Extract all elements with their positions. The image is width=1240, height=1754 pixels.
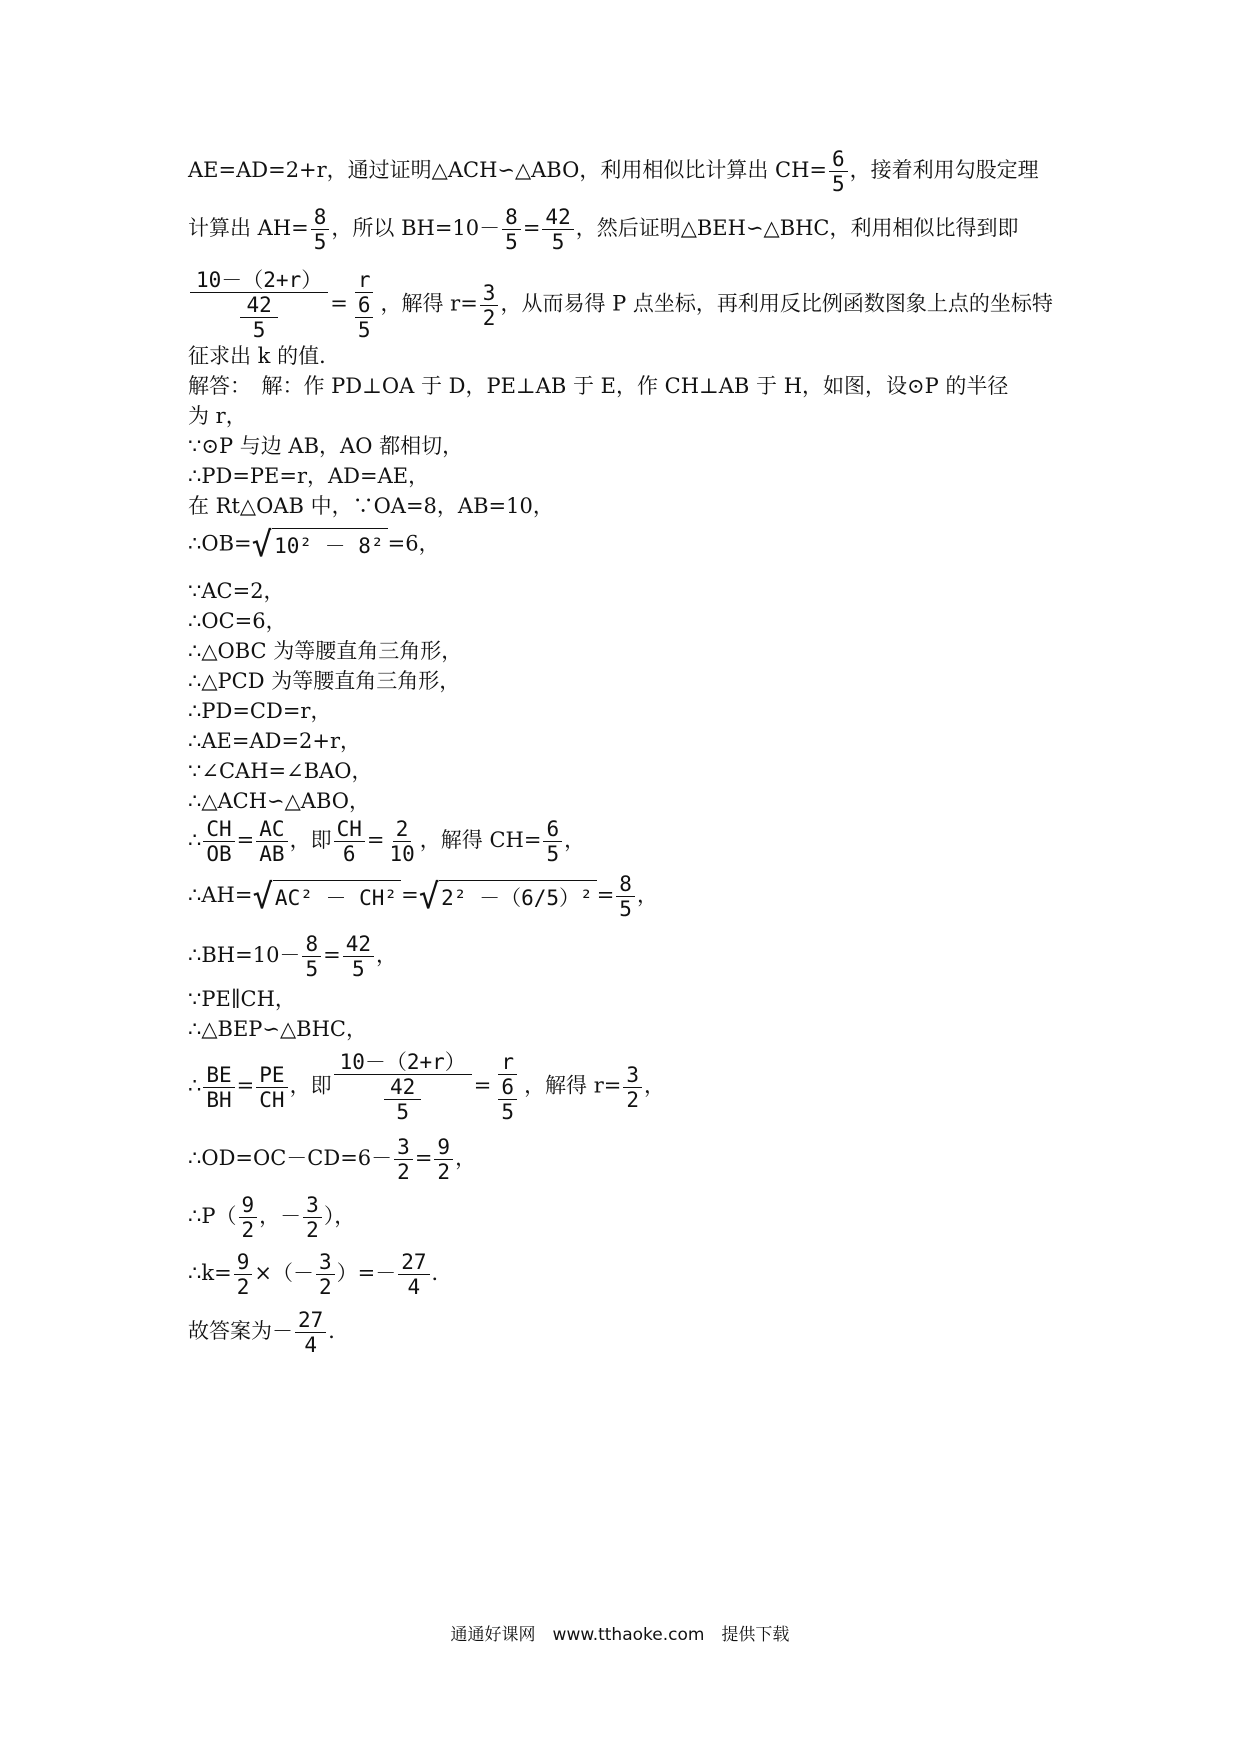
- fraction: [334, 1050, 472, 1124]
- text: 3: [394, 1135, 413, 1160]
- fraction: [502, 205, 521, 254]
- text-line: [188, 1250, 453, 1299]
- text: ，从而易得 P 点坐标，再利用反比例函数图象上点的坐标特: [500, 291, 1053, 316]
- text: =: [522, 216, 541, 240]
- fraction: [203, 817, 234, 866]
- text: 6: [543, 817, 562, 842]
- fraction: [480, 281, 499, 330]
- text: 5: [252, 318, 266, 342]
- text: ∴△OBC 为等腰直角三角形，: [188, 639, 463, 663]
- text: OB: [206, 842, 232, 866]
- text-line: [188, 1308, 349, 1357]
- text: ∵AC=2，: [188, 579, 285, 603]
- text: ∴k=: [188, 1261, 232, 1285]
- text: AC² － CH²: [273, 880, 401, 914]
- text: ，即: [289, 1073, 332, 1098]
- text: ∴: [188, 828, 202, 852]
- text: 42: [240, 293, 277, 318]
- text: ，解得 CH=: [419, 828, 542, 852]
- text: ∴PD=CD=r，: [188, 699, 332, 723]
- text-line: [188, 787, 370, 815]
- text: 2: [626, 1087, 640, 1112]
- page-footer: 通通好课网 www.tthaoke.com 提供下载: [450, 1625, 790, 1645]
- fraction: [398, 1250, 429, 1299]
- text: AC: [256, 817, 287, 842]
- text: 6: [829, 147, 848, 172]
- fraction: [386, 817, 417, 866]
- text: ∴OB=: [188, 531, 252, 556]
- text: BE: [203, 1063, 234, 1088]
- text: 2: [397, 1160, 410, 1184]
- text: 解答： 解：作 PD⊥OA 于 D，PE⊥AB 于 E，作 CH⊥AB 于 H，如图，设⊙P 的半径: [188, 374, 1009, 398]
- text: 5: [396, 1100, 409, 1124]
- text: r: [355, 268, 374, 293]
- text: ，解得 r=: [380, 291, 478, 316]
- text: 5: [505, 230, 518, 254]
- text: 5: [305, 957, 319, 981]
- text: BH: [206, 1087, 232, 1112]
- text: ∴BH=10－: [188, 943, 301, 967]
- text: 8: [502, 205, 521, 230]
- text: 10: [389, 842, 415, 866]
- text: 5: [352, 957, 365, 981]
- text: 10－（2+r）: [334, 1050, 472, 1075]
- fraction: [355, 293, 374, 342]
- text: 5: [501, 1100, 515, 1124]
- text: =: [473, 1073, 492, 1098]
- text: ∵∠CAH=∠BAO，: [188, 759, 373, 783]
- text: CH: [259, 1087, 285, 1112]
- text: ．: [328, 1319, 350, 1343]
- text: CH: [334, 817, 365, 842]
- text: 2: [393, 817, 412, 842]
- text-line: [188, 1135, 476, 1184]
- text: ，: [564, 828, 586, 852]
- text: 2² －（6/5）²: [439, 880, 597, 914]
- text: r: [498, 1050, 517, 1075]
- text: AB: [259, 842, 285, 866]
- text: 5: [831, 172, 845, 196]
- text-line: [188, 402, 247, 430]
- square-root: √ 10² － 8²: [252, 528, 388, 562]
- text: 42: [542, 205, 573, 230]
- fraction: [303, 1193, 322, 1242]
- fraction: [190, 268, 328, 342]
- text: =: [236, 1073, 255, 1098]
- text: 3: [303, 1193, 322, 1218]
- text: 9: [434, 1135, 453, 1160]
- fraction: [302, 932, 321, 981]
- text: ，然后证明△BEH∽△BHC，利用相似比得到即: [575, 216, 1019, 240]
- text: 5: [313, 230, 327, 254]
- text: 2: [306, 1218, 319, 1242]
- fraction: [542, 205, 573, 254]
- square-root: √ AC² － CH²: [252, 880, 401, 914]
- text-line: [188, 525, 440, 565]
- text: =: [414, 1146, 433, 1170]
- fraction: [203, 1063, 234, 1112]
- fraction: [334, 817, 365, 866]
- text-line: [188, 147, 1039, 196]
- text: 2: [318, 1275, 332, 1299]
- text: =: [323, 943, 341, 967]
- text: ∴P（: [188, 1204, 237, 1228]
- fraction: [384, 1075, 421, 1124]
- text-line: [188, 492, 554, 520]
- text-line: [188, 342, 340, 370]
- text: 3: [316, 1250, 335, 1275]
- text: ，: [455, 1146, 477, 1170]
- text: 2: [437, 1160, 451, 1184]
- fraction: [311, 205, 330, 254]
- text: 42: [343, 932, 374, 957]
- text: ∴OD=OC－CD=6－: [188, 1146, 393, 1170]
- fraction: [240, 293, 277, 342]
- text-line: [188, 1050, 665, 1124]
- text: ，: [376, 943, 397, 967]
- fraction: [616, 872, 635, 921]
- text: 5: [546, 842, 560, 866]
- text: 3: [623, 1063, 642, 1088]
- text-line: [188, 757, 373, 785]
- fraction: [434, 1135, 453, 1184]
- text: ∴△ACH∽△ABO，: [188, 789, 371, 813]
- text: 计算出 AH=: [188, 216, 309, 240]
- text-line: [188, 727, 361, 755]
- text: PE: [256, 1063, 287, 1088]
- text: 27: [398, 1250, 429, 1275]
- text: =: [366, 828, 385, 852]
- text: 8: [311, 205, 330, 230]
- text: CH: [203, 817, 234, 842]
- text-line: [188, 872, 658, 921]
- text: 2: [482, 305, 496, 330]
- text-line: [188, 205, 1019, 254]
- text: 8: [616, 872, 635, 897]
- square-root: √ 2² －（6/5）²: [419, 880, 597, 914]
- text-line: [188, 667, 460, 695]
- text: 6: [342, 842, 356, 866]
- text: 42: [384, 1075, 421, 1100]
- text: ，即: [289, 828, 332, 852]
- text: 5: [551, 230, 565, 254]
- text: ）=－: [336, 1261, 397, 1285]
- fraction: [498, 1075, 517, 1124]
- text: AE=AD=2+r，通过证明△ACH∽△ABO，利用相似比计算出 CH=: [188, 158, 827, 182]
- fraction: [343, 932, 374, 981]
- text: ，: [644, 1073, 666, 1098]
- fraction: [256, 817, 287, 866]
- text-line: [188, 268, 1053, 342]
- text: 5: [357, 318, 371, 342]
- text: ∴△BEP∽△BHC，: [188, 1017, 367, 1041]
- text: ∴PD=PE=r，AD=AE，: [188, 464, 430, 488]
- text: =: [330, 291, 348, 316]
- fraction: [829, 147, 848, 196]
- text-line: [188, 817, 585, 866]
- text: 2: [236, 1275, 250, 1299]
- text: 9: [234, 1250, 253, 1275]
- text-line: [188, 637, 462, 665]
- text: ，解得 r=: [524, 1073, 622, 1098]
- text: ．: [431, 1261, 453, 1285]
- text: 为 r，: [188, 404, 247, 428]
- fraction: [350, 268, 379, 342]
- text: 10² － 8²: [272, 528, 388, 562]
- text: 10－（2+r）: [190, 268, 328, 293]
- text: ∴: [188, 1073, 202, 1098]
- text: 4: [407, 1275, 421, 1299]
- text-line: [188, 697, 331, 725]
- text-line: [188, 1015, 367, 1043]
- text: 5: [619, 897, 632, 921]
- fraction: [623, 1063, 642, 1112]
- fraction: [234, 1250, 253, 1299]
- text: ，所以 BH=10－: [331, 216, 501, 240]
- fraction: [394, 1135, 413, 1184]
- text: 9: [239, 1193, 258, 1218]
- text: 3: [480, 281, 499, 306]
- text: =: [401, 883, 419, 907]
- text: ∴OC=6，: [188, 609, 287, 633]
- text-line: [188, 1193, 355, 1242]
- fraction: [239, 1193, 258, 1242]
- fraction: [256, 1063, 287, 1112]
- text: 27: [295, 1308, 326, 1333]
- text-line: [188, 577, 285, 605]
- text: ×（－: [254, 1261, 314, 1285]
- text: ，: [636, 883, 658, 907]
- text: 6: [498, 1075, 517, 1100]
- text: 在 Rt△OAB 中，∵OA=8，AB=10，: [188, 494, 554, 518]
- text-line: [188, 372, 1008, 400]
- text-line: [188, 607, 287, 635]
- text: ，－: [259, 1204, 302, 1228]
- text: ∴△PCD 为等腰直角三角形，: [188, 669, 461, 693]
- text-line: [188, 432, 463, 460]
- text-line: [188, 932, 397, 981]
- text: 故答案为－: [188, 1319, 293, 1343]
- text: 8: [302, 932, 321, 957]
- text: ，接着利用勾股定理: [849, 158, 1039, 182]
- fraction: [295, 1308, 326, 1357]
- text: =: [236, 828, 255, 852]
- text: 4: [304, 1333, 317, 1357]
- text-line: [188, 462, 429, 490]
- text: ∵⊙P 与边 AB，AO 都相切，: [188, 434, 464, 458]
- text: ∴AE=AD=2+r，: [188, 729, 362, 753]
- text: =: [596, 883, 615, 907]
- fraction: [543, 817, 562, 866]
- text-line: [188, 985, 296, 1013]
- text: =6，: [387, 531, 440, 556]
- fraction: [316, 1250, 335, 1299]
- text: 征求出 k 的值．: [188, 344, 341, 368]
- fraction: [493, 1050, 522, 1124]
- text: ），: [323, 1204, 356, 1228]
- text: ∵PE∥CH，: [188, 987, 296, 1011]
- text: 2: [241, 1218, 255, 1242]
- text: ∴AH=: [188, 883, 253, 907]
- text: 6: [355, 293, 374, 318]
